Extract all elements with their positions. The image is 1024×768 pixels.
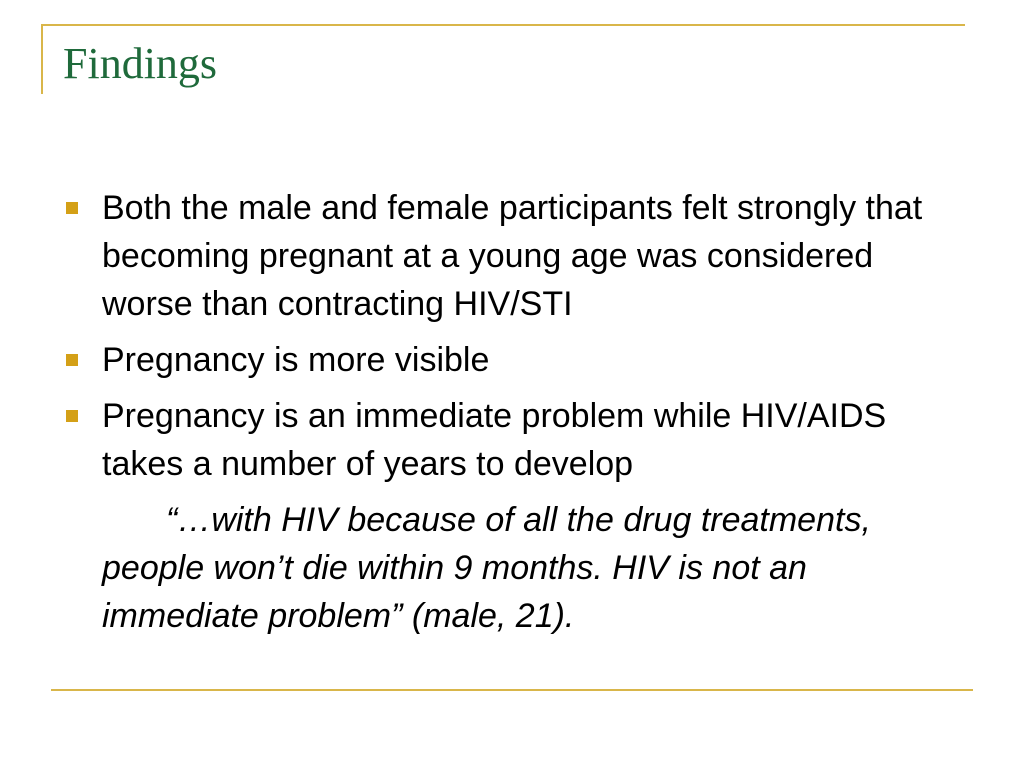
square-bullet-icon	[66, 202, 78, 214]
square-bullet-icon	[66, 354, 78, 366]
bullet-item	[62, 336, 962, 384]
bullet-text: Pregnancy is an immediate problem while HIV/AIDS takes a number of years to develop	[102, 397, 887, 483]
bullet-item	[62, 392, 962, 488]
slide-title: Findings	[63, 39, 218, 88]
footer-divider-line	[51, 689, 973, 691]
bullet-text: Both the male and female participants felt strongly that becoming pregnant at a young age was considered worse than contracting HIV/STI	[102, 189, 923, 323]
slide-body	[62, 184, 962, 640]
title-accent-horizontal-line	[41, 24, 965, 26]
title-accent-vertical-line	[41, 24, 43, 94]
participant-quote: “…with HIV because of all the drug treatments, people won’t die within 9 months. HIV is not an immediate problem” (male, 21).	[102, 501, 871, 635]
bullet-text: Pregnancy is more visible	[102, 341, 490, 379]
bullet-item	[62, 184, 962, 328]
square-bullet-icon	[66, 410, 78, 422]
